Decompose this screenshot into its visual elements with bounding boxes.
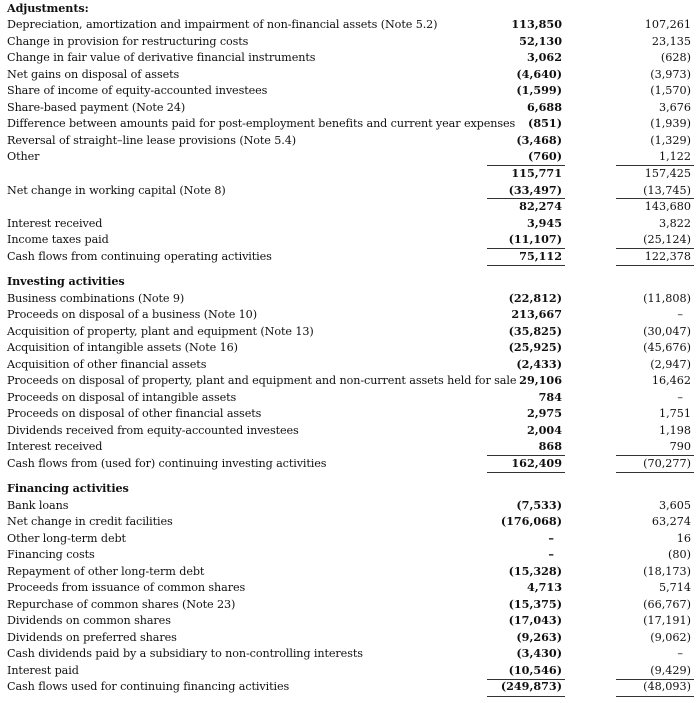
- underline-rule: [487, 696, 565, 697]
- row-label: Dividends on common shares: [7, 614, 171, 627]
- table-row: [0, 132, 698, 149]
- row-label: Net change in working capital (Note 8): [7, 183, 226, 197]
- current-year-value: (15,328): [508, 563, 562, 578]
- row-label: Repurchase of common shares (Note 23): [7, 597, 236, 611]
- table-row: [0, 339, 698, 356]
- current-year-value: 3,945: [526, 215, 562, 230]
- row-label: Change in provision for restructuring costs: [7, 34, 249, 48]
- prior-year-value: (1,329): [650, 133, 691, 147]
- table-row: [0, 629, 698, 646]
- current-year-value: 784: [538, 389, 562, 404]
- prior-year-value: (25,124): [643, 233, 691, 246]
- prior-year-value: (3,973): [650, 67, 691, 81]
- prior-year-value: 107,261: [644, 18, 691, 31]
- table-row: [0, 182, 698, 199]
- table-row: [0, 66, 698, 83]
- prior-year-value: 1,198: [658, 423, 691, 437]
- row-label: Other long-term debt: [7, 531, 126, 545]
- row-label: Proceeds on disposal of property, plant and equipment and non-current assets held for sale: [7, 374, 517, 387]
- prior-year-value: 1,122: [658, 150, 691, 163]
- prior-year-value: (66,767): [643, 597, 691, 611]
- row-label: Acquisition of property, plant and equipment (Note 13): [7, 324, 314, 338]
- current-year-value: (176,068): [500, 514, 562, 528]
- table-row: [0, 513, 698, 530]
- row-label: Financing costs: [7, 548, 95, 561]
- row-label: Dividends on preferred shares: [7, 630, 177, 644]
- current-year-value: (3,468): [516, 132, 562, 147]
- current-year-value: (2,433): [516, 356, 562, 371]
- prior-year-value: 16: [676, 531, 691, 545]
- row-label: Proceeds from issuance of common shares: [7, 581, 246, 594]
- current-year-value: (7,533): [516, 497, 562, 512]
- prior-year-value: (628): [660, 51, 691, 64]
- current-year-value: (17,043): [508, 613, 562, 627]
- row-label: Share-based payment (Note 24): [7, 100, 186, 114]
- current-year-value: –: [548, 530, 554, 545]
- row-label: Reversal of straight–line lease provisions (Note 5.4): [7, 133, 297, 147]
- prior-year-value: (2,947): [650, 357, 691, 371]
- prior-year-value: (13,745): [643, 183, 691, 197]
- current-year-value: 113,850: [511, 17, 562, 31]
- table-row: [0, 530, 698, 547]
- table-row: [0, 16, 698, 33]
- row-label: Proceeds on disposal of intangible assets: [7, 390, 237, 404]
- current-year-value: 52,130: [519, 33, 562, 48]
- row-label: Cash flows used for continuing financing activities: [7, 680, 290, 693]
- row-label: Interest paid: [7, 663, 79, 677]
- prior-year-value: (70,277): [643, 457, 691, 470]
- table-row: [0, 115, 698, 132]
- prior-year-value: (48,093): [643, 680, 691, 693]
- table-row: [0, 662, 698, 679]
- table-row: [0, 148, 698, 165]
- row-label: Change in fair value of derivative financial instruments: [7, 51, 316, 64]
- prior-year-value: (9,429): [650, 663, 691, 677]
- table-row: [0, 49, 698, 66]
- prior-year-value: 3,822: [658, 216, 691, 230]
- prior-year-value: (9,062): [650, 630, 691, 644]
- prior-year-value: 3,605: [658, 498, 691, 512]
- current-year-value: 162,409: [511, 456, 562, 470]
- prior-year-value: –: [677, 390, 683, 404]
- current-year-value: (22,812): [508, 290, 562, 305]
- total-row: [0, 678, 698, 695]
- table-row: [0, 596, 698, 613]
- table-row: [0, 389, 698, 406]
- table-row: [0, 323, 698, 340]
- prior-year-value: –: [677, 308, 683, 321]
- row-label: Business combinations (Note 9): [7, 291, 185, 305]
- row-label: Cash flows from (used for) continuing investing activities: [7, 457, 327, 470]
- row-label: Repayment of other long-term debt: [7, 564, 205, 578]
- table-row: [0, 563, 698, 580]
- prior-year-value: 790: [669, 440, 691, 453]
- prior-year-value: 143,680: [644, 200, 691, 213]
- current-year-value: (9,263): [516, 629, 562, 644]
- underline-rule: [487, 472, 565, 473]
- table-row: [0, 231, 698, 248]
- total-row: [0, 248, 698, 265]
- row-label: Share of income of equity-accounted investees: [7, 84, 268, 97]
- row-label: Other: [7, 150, 40, 163]
- section-heading: Adjustments:: [7, 1, 89, 15]
- row-label: Proceeds on disposal of other financial assets: [7, 407, 262, 420]
- prior-year-value: (1,570): [650, 84, 691, 97]
- prior-year-value: 3,676: [658, 100, 691, 114]
- current-year-value: 2,975: [526, 406, 562, 420]
- table-row: [0, 290, 698, 307]
- current-year-value: (35,825): [508, 323, 562, 338]
- row-label: Acquisition of other financial assets: [7, 357, 207, 371]
- current-year-value: –: [548, 547, 554, 561]
- table-row: [0, 438, 698, 455]
- row-label: Acquisition of intangible assets (Note 16): [7, 341, 238, 354]
- current-year-value: (25,925): [508, 340, 562, 354]
- row-label: Proceeds on disposal of a business (Note 10): [7, 308, 257, 321]
- underline-rule: [487, 265, 565, 266]
- current-year-value: (760): [528, 149, 562, 163]
- prior-year-value: (11,808): [643, 291, 691, 305]
- prior-year-value: 16,462: [651, 374, 691, 387]
- prior-year-value: (1,939): [650, 117, 691, 130]
- prior-year-value: –: [677, 647, 683, 660]
- row-label: Difference between amounts paid for post-employment benefits and current year expenses: [7, 117, 516, 130]
- subtotal-row: [0, 198, 698, 215]
- current-year-value: (33,497): [508, 182, 562, 197]
- investing-heading-row: [0, 273, 698, 290]
- prior-year-value: 157,425: [644, 167, 691, 180]
- current-year-value: (4,640): [516, 66, 562, 81]
- table-row: [0, 497, 698, 514]
- table-row: [0, 422, 698, 439]
- prior-year-value: 5,714: [658, 581, 691, 594]
- current-year-value: (249,873): [500, 679, 562, 693]
- current-year-value: (10,546): [508, 662, 562, 677]
- underline-rule: [616, 265, 694, 266]
- underline-rule: [616, 696, 694, 697]
- current-year-value: 868: [538, 439, 562, 453]
- current-year-value: (15,375): [508, 596, 562, 611]
- current-year-value: 3,062: [526, 50, 562, 64]
- underline-rule: [616, 472, 694, 473]
- current-year-value: 115,771: [511, 166, 562, 180]
- table-row: [0, 356, 698, 373]
- row-label: Income taxes paid: [7, 233, 109, 246]
- prior-year-value: 23,135: [651, 34, 691, 48]
- table-row: [0, 33, 698, 50]
- row-label: Dividends received from equity-accounted investees: [7, 423, 299, 437]
- row-label: Cash dividends paid by a subsidiary to non-controlling interests: [7, 647, 363, 660]
- prior-year-value: (80): [668, 548, 691, 561]
- row-label: Depreciation, amortization and impairment of non-financial assets (Note 5.2): [7, 18, 438, 31]
- prior-year-value: (30,047): [643, 324, 691, 338]
- table-row: [0, 372, 698, 389]
- current-year-value: (11,107): [508, 232, 562, 246]
- total-row: [0, 455, 698, 472]
- current-year-value: 4,713: [526, 580, 562, 594]
- subtotal-row: [0, 165, 698, 182]
- current-year-value: 6,688: [526, 99, 562, 114]
- table-row: [0, 645, 698, 662]
- table-row: [0, 99, 698, 116]
- current-year-value: (851): [528, 116, 562, 130]
- current-year-value: 2,004: [526, 422, 562, 437]
- table-row: [0, 405, 698, 422]
- prior-year-value: 1,751: [658, 407, 691, 420]
- table-row: [0, 579, 698, 596]
- adjustments-heading-row: [0, 0, 698, 17]
- financing-heading-row: [0, 480, 698, 497]
- current-year-value: (3,430): [516, 646, 562, 660]
- current-year-value: 29,106: [519, 373, 562, 387]
- prior-year-value: 122,378: [644, 249, 691, 263]
- prior-year-value: 63,274: [651, 515, 691, 528]
- table-row: [0, 306, 698, 323]
- table-row: [0, 215, 698, 232]
- row-label: Net gains on disposal of assets: [7, 67, 180, 81]
- table-row: [0, 82, 698, 99]
- row-label: Bank loans: [7, 498, 69, 512]
- row-label: Cash flows from continuing operating activities: [7, 249, 272, 263]
- prior-year-value: (45,676): [643, 341, 691, 354]
- current-year-value: 82,274: [519, 199, 562, 213]
- table-row: [0, 612, 698, 629]
- current-year-value: (1,599): [516, 83, 562, 97]
- prior-year-value: (18,173): [643, 564, 691, 578]
- table-row: [0, 546, 698, 563]
- row-label: Interest received: [7, 216, 103, 230]
- row-label: Net change in credit facilities: [7, 515, 173, 528]
- current-year-value: 75,112: [519, 248, 562, 263]
- section-heading: Investing activities: [7, 274, 125, 288]
- section-heading: Financing activities: [7, 481, 129, 495]
- prior-year-value: (17,191): [643, 614, 691, 627]
- current-year-value: 213,667: [511, 307, 562, 321]
- row-label: Interest received: [7, 440, 103, 453]
